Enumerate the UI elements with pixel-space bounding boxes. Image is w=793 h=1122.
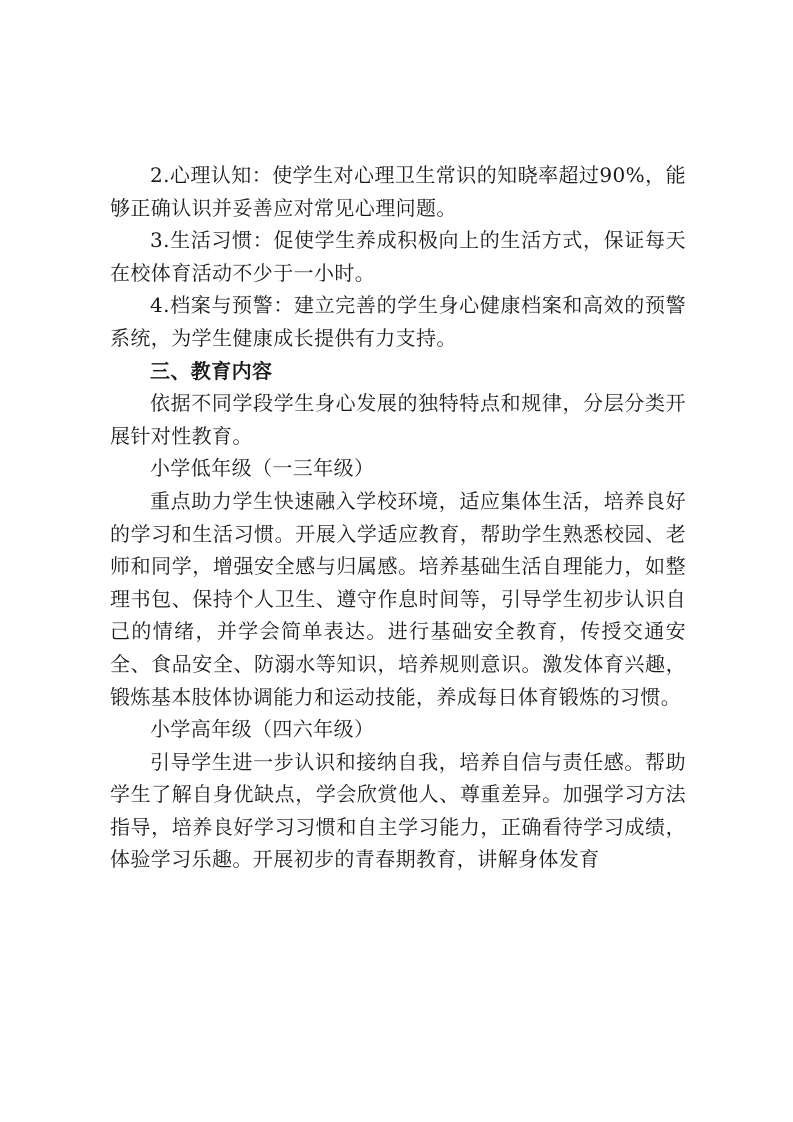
subsection-body-lower-primary: 重点助力学生快速融入学校环境，适应集体生活，培养良好的学习和生活习惯。开展入学适应教育，帮助学生熟悉校园、老师和同学，增强安全感与归属感。培养基础生活自理能力，如整理书包、保持个人卫生、遵守作息时间等，引导学生初步认识自己的情绪，并学会简单表达。进行基础安全教育，传授交通安全、食品安全、防溺水等知识，培养规则意识。激发体育兴趣，锻炼基本肢体协调能力和运动技能，养成每日体育锻炼的习惯。: [110, 488, 686, 709]
section-intro: 依据不同学段学生身心发展的独特特点和规律，分层分类开展针对性教育。: [110, 391, 686, 448]
goal-item-records-and-warning: 4.档案与预警：建立完善的学生身心健康档案和高效的预警系统，为学生健康成长提供有力支持。: [110, 293, 686, 350]
subsection-title-lower-primary: 小学低年级（一三年级）: [150, 456, 375, 481]
goal-item-psychological-cognition: 2.心理认知：使学生对心理卫生常识的知晓率超过90%，能够正确认识并妥善应对常见心理问题。: [110, 163, 686, 220]
goal-item-living-habits: 3.生活习惯：促使学生养成积极向上的生活方式，保证每天在校体育活动不少于一小时。: [110, 228, 686, 285]
subsection-title-upper-primary: 小学高年级（四六年级）: [150, 717, 375, 742]
page-content: [110, 159, 686, 876]
section-heading-education-content: 三、教育内容: [150, 358, 273, 383]
subsection-body-upper-primary: 引导学生进一步认识和接纳自我，培养自信与责任感。帮助学生了解自身优缺点，学会欣赏他人、尊重差异。加强学习方法指导，培养良好学习习惯和自主学习能力，正确看待学习成绩，体验学习乐趣。开展初步的青春期教育，讲解身体发育: [110, 749, 686, 872]
